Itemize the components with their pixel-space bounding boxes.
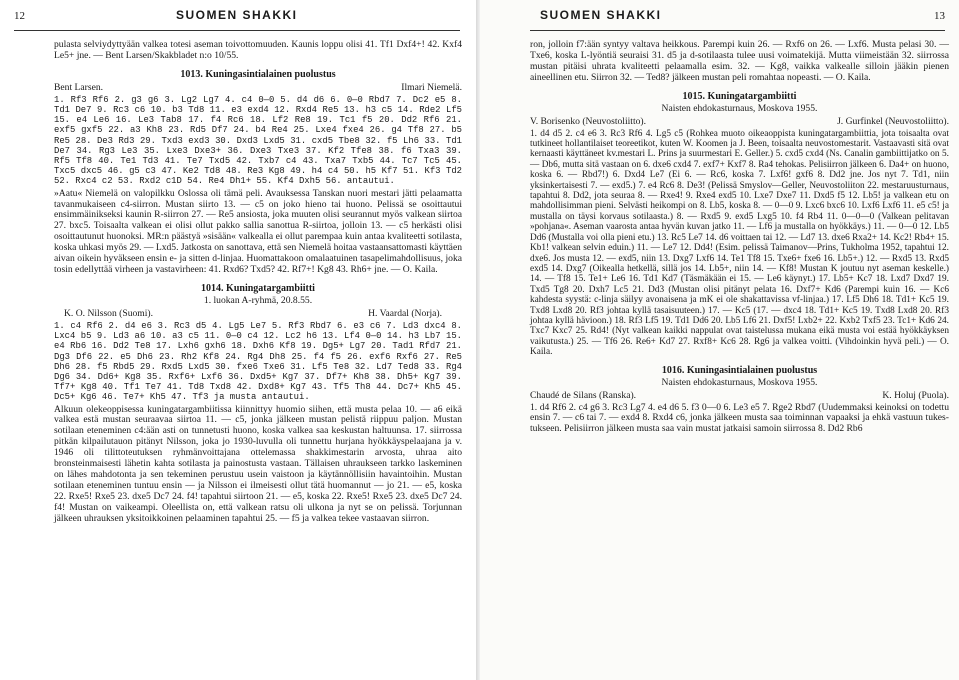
game-1015-heading: 1015. Kuningatargambiitti	[682, 90, 797, 102]
game-1015-white: V. Borisenko (Neuvostoliitto).	[530, 115, 647, 127]
game-1014-commentary: Alkuun olekeoppisessa kuningatargambiitissa kiinnittyy huomio siihen, että musta pelaa 10. — a6 eikä valkea estä mustan seuraavaa siirtoa 11. — c5, jonka jälkeen mustan pelistä riippuu paljon. Mustan sotilaan eteneminen c4:ään asti on tunnetusti huono, koska valkea saa keskustan haltuunsa. 17. siirrossa pitkän kilpailutauon pitänyt Nilsson, joka jo 1930-luvulla oli tunnettu hurjana hyökkäyspelaajana ja v. 1946 oli tilittoteutuksen ryhmänvoittajana ottelemassa shakkimestarin arvosta, uhraa aito bronsteinmaisesti lähetin kahta sotilasta ja painostusta vastaan. Tällaisen uhraukseen tarkko laskeminen on lähes mahdotonta ja sen tekeminen perustuu usein vaistoon ja käytännöllisiin havaintoihin. Mustan sotilaan eteneminen tuntuu ensin — ja Nilsson ei ilmeisesti ollut tätä huomannut — jo 21. — e5, koska 22. Rxe5! Rxe5 23. dxe5 Dc7 24. f4! tapahtui siirtoon 21. — e5, koska 22. Rxe5! Rxe5 23. dxe5 Dc7 24. f4! Mustan on vaikeampi. Oleellista on, että valkean ratsu oli ulkona ja nyt se on pelissä. Torjunnan jälkeen uhrauksen yksitoikkoinen pelaaminen tapahtui 25. — f5 ja valkea tekee vastaavan siirron.	[54, 403, 462, 524]
game-1016-white: Chaudé de Silans (Ranska).	[530, 389, 637, 401]
game-1016-players	[530, 390, 949, 401]
left-header-rule	[14, 30, 460, 31]
left-page-number: 12	[14, 10, 25, 22]
right-running-head: SUOMEN SHAKKI	[540, 8, 662, 22]
game-1014-white: K. O. Nilsson (Suomi).	[64, 307, 154, 319]
game-1014-heading: 1014. Kuningatargambiitti	[201, 282, 315, 294]
game-1015-black: J. Gurfinkel (Neuvostoliitto).	[837, 115, 949, 127]
game-1016-heading: 1016. Kuningasintialainen puolustus	[661, 364, 818, 376]
left-running-head: SUOMEN SHAKKI	[176, 8, 298, 22]
left-page	[0, 0, 476, 680]
game-1013-heading: 1013. Kuningasintialainen puolustus	[180, 68, 336, 80]
right-header-rule	[530, 30, 945, 31]
left-intro-paragraph: pulasta selviydyttyään valkea totesi aseman toivottomuuden. Kaunis loppu olisi 41. Tf1 Dxf4+! 42. Kxf4 Le5+ jne. — Bent Larsen/Skakbladet n:o 10/55.	[54, 39, 462, 61]
game-1013-moves: 1. Rf3 Rf6 2. g3 g6 3. Lg2 Lg7 4. c4 0—0 5. d4 d6 6. 0—0 Rbd7 7. Dc2 e5 8. Td1 De7 9. Rc3 c6 10. b3 Td8 11. e3 exd4 12. Rxd4 Re5 13. h3 c5 14. Rde2 Lf5 15. e4 Le6 16. Le3 Tab8 17. f4 Rc6 18. Lf2 Re8 19. Tc1 f5 20. Dd2 Rf6 21. exf5 gxf5 22. a3 Kh8 23. Rd5 Df7 24. b4 Re4 25. Lxe4 fxe4 26. g4 Tf8 27. b5 Re5 28. De3 Rd3 29. Txd3 exd3 30. Dxd3 Lxd5 31. cxd5 Tbe8 32. f5 Lh6 33. Td1 De7 34. Rg3 Le3 35. Lxe3 Dxe3+ 36. Dxe3 Txe3 37. Kf2 Tfe8 38. f6 Txa3 39. Rf5 Tf8 40. Te1 Td3 41. Te7 Txd5 42. Txb7 c4 43. Txa7 Txb5 44. Tc7 Tc5 45. Txc5 dxc5 46. g5 c3 47. Ke2 Td8 48. Re3 Kg8 49. h4 c4 50. h5 Kf7 51. Kf3 Td2 52. Rxc4 c2 53. Rxd2 c1D 54. Re4 Dh1+ 55. Kf4 Dxh5 56. antautui.	[54, 94, 462, 187]
game-1013-players	[54, 82, 462, 93]
game-1015-players	[530, 116, 949, 127]
game-1016-event: Naisten ehdokasturnaus, Moskova 1955.	[661, 376, 818, 388]
right-page	[480, 0, 959, 680]
game-1013-commentary: »Aatu« Niemelä on valopilkku Oslossa oli tämä peli. Avauksessa Tanskan nuori mestari jätti pelaamatta tavanmukaiseen c4-siirron. Mustan siirto 13. — c5 on joko hieno tai huono. Pelissä se osoittautui ensimmäinikseksi kaunin R-siirron 27. — Re5 ansiosta, joka muuten olisi seurannut myös valkean siirtoa 27. bxc5. Toisaalta valkean ei olisi ollut pakko sallia sanottua R-siirtoa, jolloin 13. — c5 herkästi olisi osoittautunut huonoksi. MR:n päästyä »sisään« valkealla ei ollut parempaa kuin antaa kvaliteetti sotilasta, koska uhkasi myös 29. — Lxd5. Jatkosta on sanottava, että sen Niemelä hoitaa vastaansattomasti käyttäen aivan oikein hyväkseen ensin e- ja sitten d-linjaa. Huomattakoon omalaatuinen tasapelimahdollisuus, joka tosin edellyttää virheen ja vastavirheen: 41. Rxd6? Txd5? 42. Rf7+! Kg8 43. Rh6+ jne. — O. Kaila.	[54, 187, 462, 275]
game-1015-text: 1. d4 d5 2. c4 e6 3. Rc3 Rf6 4. Lg5 c5 (Rohkea muoto oikeaoppista kuningatargambiittia, jota toisaalta ovat tutkineet hollantilaiset teoreetikot, kuten W. Koomen ja J. Been, toisaalta neuvostomestarit. Vastaavasti sitä ovat kernaasti käyttäneet kv.mestari L. Prins ja suurmestari E. Geller.) 5. cxd5 cxd4 (Ns. Canalin gambiittijatko on 5. — Db6, mutta sitä vastaan on 6. dxe6 cxd4 7. exf7+ Kxf7 8. Ra4 tehokas. Pelisiirron jälkeen 6. Da4+ on huono, koska 6. — Rbd7!) 6. Dxd4 Le7 (Ei 6. — Rc6, koska 7. Lxf6! gxf6 8. Dd2 jne. Jos nyt 7. Td1, niin yksinkertaisesti 7. — exd5.) 7. e4 Rc6 8. De3! (Pelissä Smyslov—Geller, Neuvostoliiton 22. mestaruusturnaus, tapahtui 8. Dd2, jota seuraa 8. — Rxe4! 9. Rxe4 exd5 10. Lxe7 Dxe7 11. Dxd5 f5 12. Lb5! ja valkean etu on mahdollisimman pieni. Selvästi heikompi on 8. Lb5, koska 8. — 0—0 9. Lxc6 bxc6 10. Lxf6 Lxf6 11. e5 c5! ja mustalla on täysi korvaus sotilaasta.) 8. — Rxd5 9. exd5 Lxg5 10. f4 Rb4 11. 0—0—0 (Valkean pelitavan »pohjana«. Aseman vaarosta antaa hyvän kuvan jatko 11. — Lf6 ja mustalla on hyökkäys.) 11. — 0—0 12. Lb5 Dd6 (Mustalla voi olla pieni etu.) 13. Rc5 Le7 14. d6 voittaen tai 12. — Ld7 13. dxe6 Rxa2+ 14. Kc2! Rb4+ 15. Kb1! valkean selvin eduin.) 11. — Le7 12. Dd4! (Esim. pelissä Taimanov—Prins, Tukholma 1952, tapahtui 12. dxe6. Jos musta 12. — exd5, niin 13. Dxg7 Lxf6 14. Te1 Tf8 15. Txe6+ fxe6 16. Lb5+.) 12. — Rxd5 13. Rxd5 exd5 14. Dxg7 (Oikealla hetkellä, sillä jos 14. Lb5+, niin 14. — Kf8! Mustan K joutuu nyt aseman keskelle.) 14. — Tf8 15. Te1+ Le6 16. Td1 Kd7 (Täsmäkään ei 15. — Le6 käynyt.) 17. Lb5+ Kc7 18. Lxd7 Dxd7 19. Txd5 Tg8 20. Dxh7 Lc5 21. Dd3 (Mustan olisi pitänyt pelata 16. Dxf7+ Kd6 (Parempi kuin 16. — Kc6 kahdesta syystä: c-linja säilyy avonaisena ja mK ei ole shakattavissa vf-linjaa.) 17. Lf5 Dh6 18. Td1+ Kc5 19. Txd8 Lxd8 20. Rf3 johtaa kyllä tasaisuuteen.) 17. — Kc5 (17. — dxc4 18. Td1+ Kc5 19. Txd8 Lxd8 20. Rf3 johtaa kyllä hävioon.) 18. Rf3 Lf5 19. Td1 Dd6 20. Lb5 Lf6 21. Dxf5! Lxb2+ 22. Kxb2 Txf5 23. Tc1+ Kd6 24. Txc7 Kxc7 25. Rd4! (Nyt valkean kaikki nappulat ovat taistelussa mukana eikä musta voi estää hyökkäyksen vaikutusta.) 25. — Tf6 26. Re6+ Kd7 27. Rxf8+ Kc6 28. Rg6 ja valkea voitti. (Vihdoinkin hyvä peli.) — O. Kaila.	[530, 128, 949, 358]
game-1016-black: K. Holuj (Puola).	[882, 389, 949, 401]
game-1015-event: Naisten ehdokasturnaus, Moskova 1955.	[661, 102, 818, 114]
right-page-number: 13	[934, 10, 945, 22]
game-1014-moves: 1. c4 Rf6 2. d4 e6 3. Rc3 d5 4. Lg5 Le7 5. Rf3 Rbd7 6. e3 c6 7. Ld3 dxc4 8. Lxc4 b5 9. Ld3 a6 10. a3 c5 11. 0—0 c4 12. Lc2 h6 13. Lf4 0—0 14. h3 Lb7 15. e4 Rb6 16. Dd2 Te8 17. Lxh6 gxh6 18. Dxh6 Kf8 19. Dg5+ Lg7 20. Tad1 Rfd7 21. Dg3 Df6 22. e5 Dh6 23. Rh2 Kf8 24. Rg4 Dh8 25. f4 f5 26. exf6 Rxf6 27. Re5 Dh6 28. f5 Rbd5 29. Rxd5 Lxd5 30. fxe6 Txe6 31. Lf5 Te8 32. Ld7 Ted8 33. Rg4 Dg6 34. Dd6+ Kg8 35. Rxf6+ Lxf6 36. Dxd5+ Kg7 37. Df7+ Kh8 38. Dh5+ Kg7 39. Tf7+ Kg8 40. Tf1 Te7 41. Td8 Txd8 42. Dxd8+ Kg7 43. Tf5 Th8 44. Dc7+ Kh5 45. Dc5+ Kg6 46. Te7+ Kh5 47. Tf3 ja musta antautui.	[54, 320, 462, 403]
game-1013-white: Bent Larsen.	[54, 81, 104, 93]
game-1014-black: H. Vaardal (Norja).	[368, 307, 442, 319]
game-1014-group: 1. luokan A-ryhmä, 20.8.55.	[203, 294, 313, 306]
game-1013-black: Ilmari Niemelä.	[401, 81, 462, 93]
game-1014-players	[54, 308, 462, 319]
right-intro-paragraph: ron, jolloin f7:ään syntyy valtava heikkous. Parempi kuin 26. — Rxf6 on 26. — Lxf6. Musta pelasi 30. — Txe6, koska L-lyöntiä seuraisi 31. d5 ja d-sotilaasta tulee uusi voimatekijä. Mutta viimeistään 32. siirrossa mustan pitäisi uhrata kvaliteetti pelaamalla esim. 32. — Kg8, vaikka valkealle silloin jääkin pienen aineellinen etu. Siirron 32. — Ted8? jälkeen mustan peli romahtaa nopeasti. — O. Kaila.	[530, 39, 949, 83]
game-1016-moves: 1. d4 Rf6 2. c4 g6 3. Rc3 Lg7 4. e4 d6 5. f3 0—0 6. Le3 e5 7. Rge2 Rbd7 (Uudemmaksi keinoksi on todettu ensin 7. — c6 tai 7. — exd4 8. Rxd4 c6, jonka jälkeen musta saa toiminnan vapaaksi ja ehkä vastuun tukes-tukseen. Pelisiirron jälkeen musta saa vain mustat jatkaisi samoin siirrossa 8. Dd2 Rb6	[530, 401, 949, 435]
